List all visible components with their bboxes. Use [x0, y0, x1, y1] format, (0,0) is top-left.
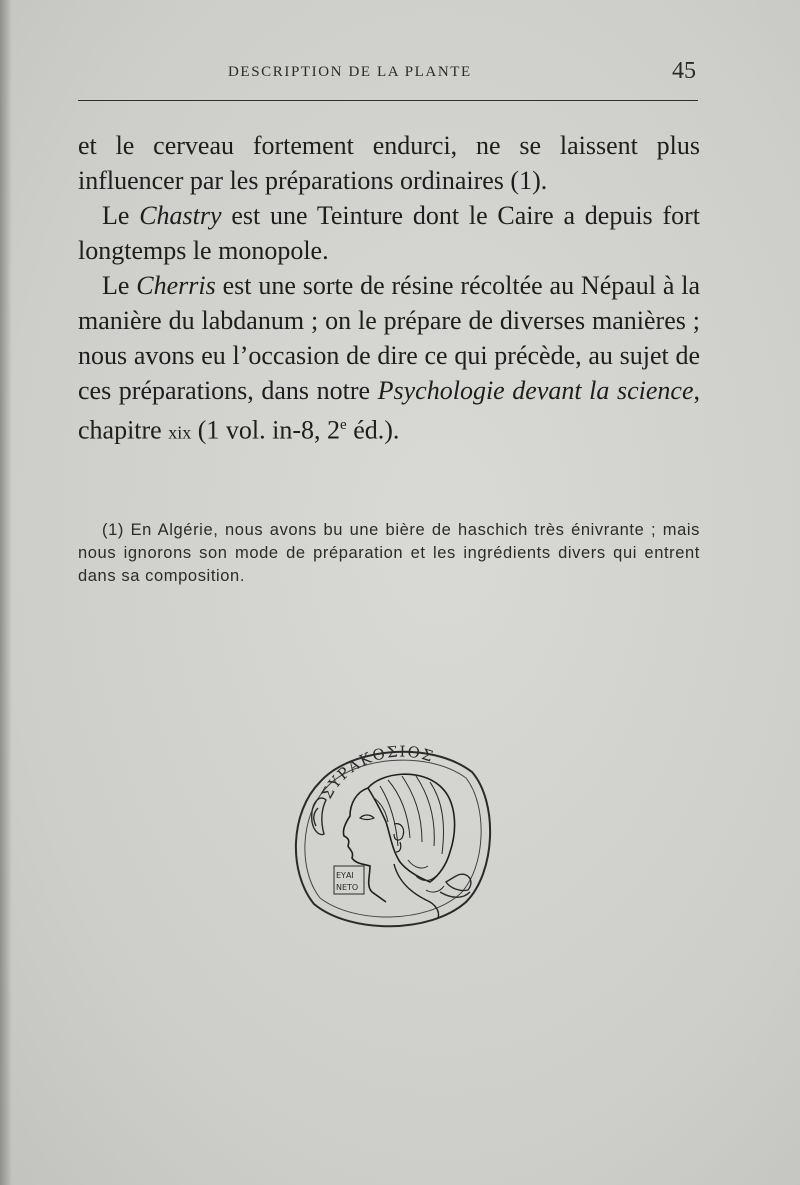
signature-line-2: ΝΕΤΟ: [336, 883, 359, 892]
running-head: [78, 58, 700, 98]
signature-line-1: ΕΥΑΙ: [336, 871, 354, 880]
edition-superscript: e: [340, 417, 347, 433]
term-chastry: Chastry: [139, 201, 222, 230]
earring: [396, 842, 401, 852]
coin-outline: [296, 752, 490, 926]
coin-illustration: [290, 742, 496, 932]
running-title: DESCRIPTION DE LA PLANTE: [228, 64, 472, 80]
eye: [360, 815, 374, 820]
paragraph-1: et le cerveau fortement endurci, ne se laissent plus influencer par les préparations ordinaires (1).: [78, 131, 700, 195]
paragraph-2: Le Chastry est une Teinture dont le Caire a depuis fort longtemps le monopole.: [78, 201, 700, 265]
dolphin-left: [312, 798, 326, 834]
hair-strands: [374, 776, 444, 854]
page-number: 45: [672, 58, 696, 84]
header-rule: [78, 100, 698, 101]
coin-legend: ΣΥΡΑΚΟΣΙΟΣ: [317, 742, 437, 802]
footnote-text: (1) En Algérie, nous avons bu une bière de haschich très énivrante ; mais nous ignorons son mode de préparation et les ingrédients divers qui entrent dans sa composition.: [78, 521, 700, 585]
paragraph-3: Le Cherris est une sorte de résine récoltée au Népaul à la manière du labdanum ; on le prépare de diverses manières ; nous avons eu l’occasion de dire ce qui précède, au sujet de ces préparations, dans notre Psychologie devant la science, chapitre xix (1 vol. in-8, 2e éd.).: [78, 271, 701, 445]
term-cherris: Cherris: [136, 271, 216, 300]
chapter-numeral: xix: [168, 422, 192, 443]
book-title: Psychologie devant la science: [377, 376, 694, 405]
hair: [368, 774, 455, 882]
page-gutter-shadow: [0, 0, 12, 1185]
footnote: [78, 519, 700, 588]
body-text: [78, 128, 700, 451]
hair-curls: [408, 860, 444, 892]
